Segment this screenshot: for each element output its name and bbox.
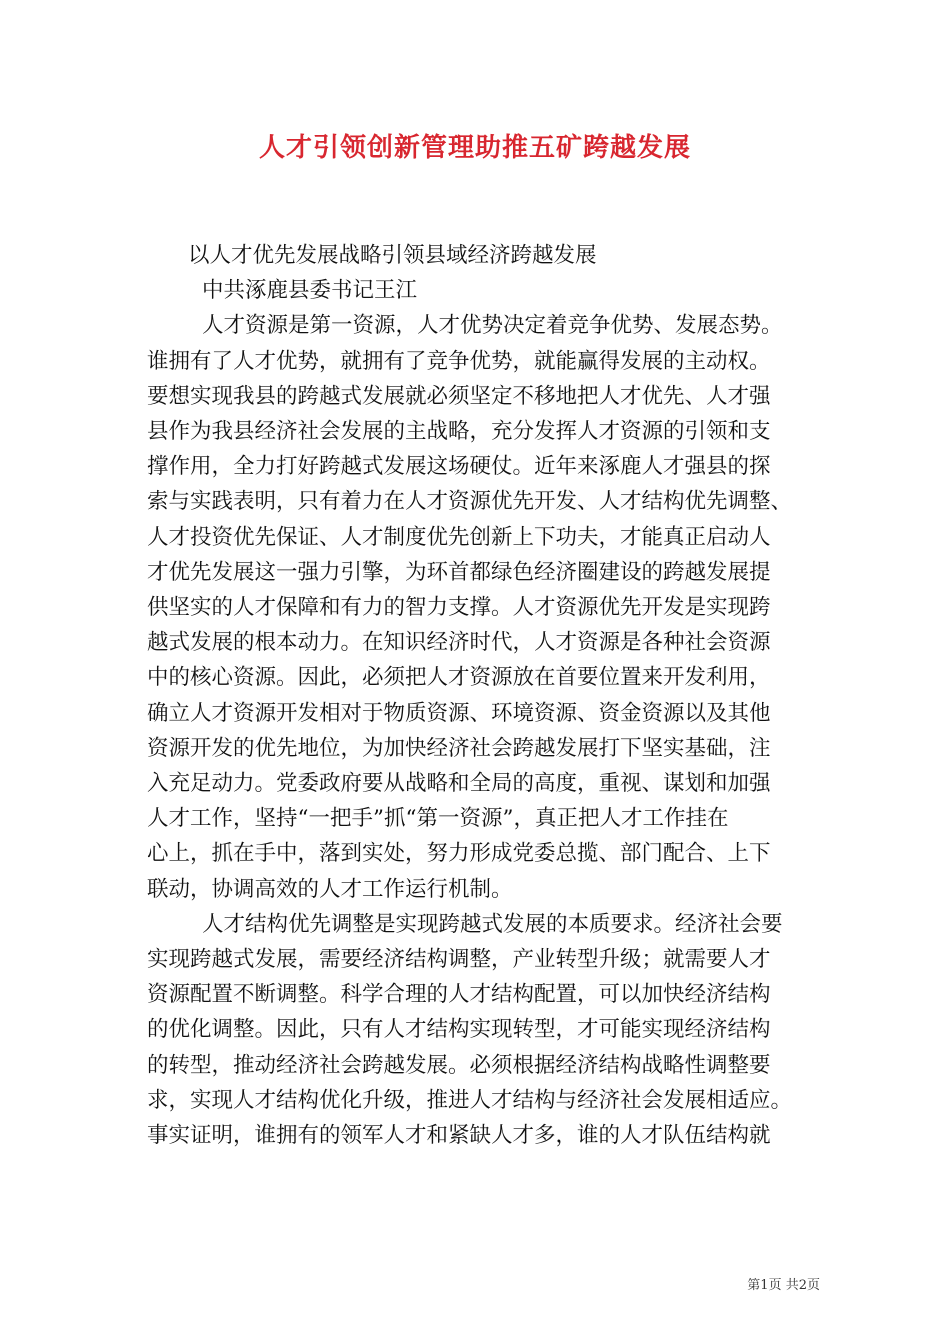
document-subtitle: 以人才优先发展战略引领县域经济跨越发展 [188,243,597,268]
document-author: 中共涿鹿县委书记王江 [202,278,418,304]
paragraph-line: 的优化调整。因此，只有人才结构实现转型，才可能实现经济结构 [147,1017,771,1043]
paragraph-line: 入充足动力。党委政府要从战略和全局的高度，重视、谋划和加强 [147,771,771,797]
footer-current-page: 1 [760,1278,769,1293]
paragraph-line: 的转型，推动经济社会跨越发展。必须根据经济结构战略性调整要 [147,1052,771,1078]
paragraph-line: 心上，抓在手中，落到实处，努力形成党委总揽、部门配合、上下 [147,841,771,867]
paragraph-line: 供坚实的人才保障和有力的智力支撑。人才资源优先开发是实现跨 [147,595,771,621]
paragraph-line: 谁拥有了人才优势，就拥有了竞争优势，就能赢得发展的主动权。 [147,348,771,374]
paragraph-line: 确立人才资源开发相对于物质资源、环境资源、资金资源以及其他 [147,700,771,726]
paragraph-line: 要想实现我县的跨越式发展就必须坚定不移地把人才优先、人才强 [147,383,771,409]
paragraph-line: 人才工作，坚持“一把手”抓“第一资源”，真正把人才工作挂在 [147,806,729,832]
paragraph-line: 求，实现人才结构优化升级，推进人才结构与经济社会发展相适应。 [147,1087,793,1113]
paragraph-line: 人才结构优先调整是实现跨越式发展的本质要求。经济社会要 [202,911,783,937]
document-title: 人才引领创新管理助推五矿跨越发展 [258,133,691,163]
paragraph-line: 人才资源是第一资源，人才优势决定着竞争优势、发展态势。 [202,313,783,339]
document-body [147,238,815,1153]
footer-middle: 页 共 [768,1278,799,1293]
paragraph-line: 人才投资优先保证、人才制度优先创新上下功夫，才能真正启动人 [147,524,771,550]
paragraph-line: 撑作用，全力打好跨越式发展这场硬仗。近年来涿鹿人才强县的探 [147,454,771,480]
footer-prefix: 第 [747,1278,761,1293]
paragraph-line: 中的核心资源。因此，必须把人才资源放在首要位置来开发利用， [147,665,771,691]
paragraph-line: 县作为我县经济社会发展的主战略，充分发挥人才资源的引领和支 [147,419,771,445]
paragraph-line: 事实证明，谁拥有的领军人才和紧缺人才多，谁的人才队伍结构就 [147,1123,771,1149]
paragraph-line: 实现跨越式发展，需要经济结构调整，产业转型升级；就需要人才 [147,947,771,973]
paragraph-line: 越式发展的根本动力。在知识经济时代，人才资源是各种社会资源 [147,630,771,656]
footer-total-pages: 2 [798,1278,807,1293]
paragraph-line: 索与实践表明，只有着力在人才资源优先开发、人才结构优先调整、 [147,489,793,515]
paragraph-line: 资源配置不断调整。科学合理的人才结构配置，可以加快经济结构 [147,982,771,1008]
paragraph-line: 资源开发的优先地位，为加快经济社会跨越发展打下坚实基础，注 [147,735,771,761]
paragraph-line: 才优先发展这一强力引擎，为环首都绿色经济圈建设的跨越发展提 [147,559,771,585]
page-footer [690,1274,820,1293]
footer-suffix: 页 [806,1278,820,1293]
paragraph-line: 联动，协调高效的人才工作运行机制。 [147,876,513,902]
